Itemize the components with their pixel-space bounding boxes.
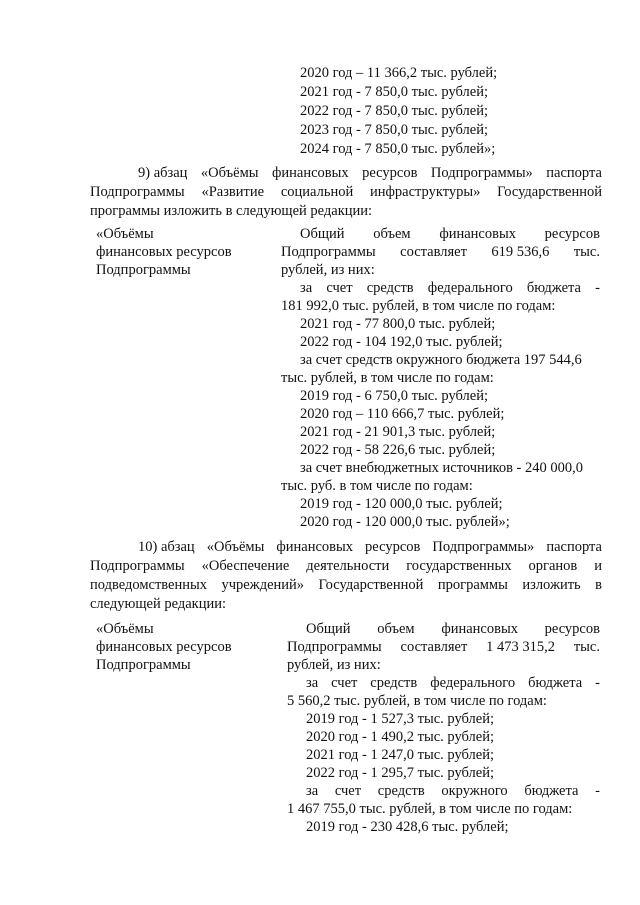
table10-word: Подпрограммы xyxy=(287,639,382,655)
para9-line2 xyxy=(90,183,602,201)
table10-word: бюджета xyxy=(528,675,583,691)
top-list-item: 2024 год - 7 850,0 тыс. рублей»; xyxy=(300,141,496,157)
table9-left-line: Подпрограммы xyxy=(96,262,191,278)
table9-row17: 2020 год - 120 000,0 тыс. рублей»; xyxy=(300,514,510,530)
para10-word: изложить xyxy=(522,577,581,593)
table10-word: средств xyxy=(377,783,425,799)
para9-line1 xyxy=(138,164,602,182)
table9-row5: 181 992,0 тыс. рублей, в том числе по годам: xyxy=(281,298,556,314)
para10-word: «Обеспечение xyxy=(201,558,290,574)
para9-word: Подпрограммы» xyxy=(430,165,533,181)
table10-word: окружного xyxy=(441,783,508,799)
table9-word: финансовых xyxy=(439,226,516,242)
para10-word: государственных xyxy=(406,558,512,574)
table9-left-line: «Объёмы xyxy=(96,226,154,242)
table9-word: счет xyxy=(326,280,353,296)
table10-left-line: «Объёмы xyxy=(96,621,154,637)
top-list-item: 2023 год - 7 850,0 тыс. рублей; xyxy=(300,122,488,138)
table9-row9: тыс. рублей, в том числе по годам: xyxy=(281,370,494,386)
table10-word: федерального xyxy=(430,675,516,691)
para10-word: подведомственных xyxy=(90,577,207,593)
table9-word: за xyxy=(300,280,313,296)
table10-word: за xyxy=(306,675,319,691)
para10-line4: следующей редакции: xyxy=(90,596,227,612)
para10-word: Государственной xyxy=(318,577,424,593)
table9-word: бюджета xyxy=(526,280,581,296)
table10-word: финансовых xyxy=(441,621,518,637)
table10-left-line: Подпрограммы xyxy=(96,657,191,673)
table9-row10: 2019 год - 6 750,0 тыс. рублей; xyxy=(300,388,488,404)
table10-row2 xyxy=(287,638,600,656)
top-list-item: 2021 год - 7 850,0 тыс. рублей; xyxy=(300,84,488,100)
table9-row15: тыс. руб. в том числе по годам: xyxy=(281,478,473,494)
para9-word: ресурсов xyxy=(362,165,418,181)
para10-word: органов xyxy=(528,558,578,574)
table10-row7: 2020 год - 1 490,2 тыс. рублей; xyxy=(306,729,494,745)
top-list-item: 2022 год - 7 850,0 тыс. рублей; xyxy=(300,103,488,119)
para9-line3: программы изложить в следующей редакции: xyxy=(90,203,373,219)
para10-word: финансовых xyxy=(276,539,353,555)
table10-word: 1 473 315,2 xyxy=(486,639,555,655)
table10-word: за xyxy=(306,783,319,799)
para10-word: «Объёмы xyxy=(206,539,265,555)
table10-word: составляет xyxy=(400,639,468,655)
para10-word: ресурсов xyxy=(365,539,421,555)
table10-word: счет xyxy=(331,675,358,691)
para10-word: паспорта xyxy=(546,539,602,555)
para10-word: учреждений» xyxy=(221,577,305,593)
table10-word: ресурсов xyxy=(544,621,600,637)
table9-row12: 2021 год - 21 901,3 тыс. рублей; xyxy=(300,424,496,440)
para10-word: Подпрограммы xyxy=(90,558,185,574)
para9-word: социальной xyxy=(280,184,354,200)
para10-word: 10) абзац xyxy=(138,539,195,555)
table10-row10 xyxy=(306,782,600,800)
para9-word: Подпрограммы xyxy=(90,184,185,200)
table10-word: - xyxy=(595,783,600,799)
table10-row4 xyxy=(306,674,600,692)
table10-row8: 2021 год - 1 247,0 тыс. рублей; xyxy=(306,747,494,763)
table10-word: - xyxy=(595,675,600,691)
para10-word: программы xyxy=(437,577,508,593)
table9-row13: 2022 год - 58 226,6 тыс. рублей; xyxy=(300,442,496,458)
table9-word: федерального xyxy=(427,280,513,296)
para9-word: инфраструктуры» xyxy=(369,184,481,200)
table9-row1 xyxy=(300,225,600,243)
para10-word: деятельности xyxy=(306,558,390,574)
table9-row7: 2022 год - 104 192,0 тыс. рублей; xyxy=(300,334,503,350)
para9-word: «Объёмы xyxy=(200,165,259,181)
table9-row11: 2020 год – 110 666,7 тыс. рублей; xyxy=(300,406,505,422)
table10-word: счет xyxy=(334,783,362,799)
para9-word: «Развитие xyxy=(201,184,265,200)
para10-line1 xyxy=(138,538,602,556)
para10-line3 xyxy=(90,576,602,594)
top-list-item: 2020 год – 11 366,2 тыс. рублей; xyxy=(300,65,498,81)
table10-row1 xyxy=(306,620,600,638)
table9-word: Подпрограммы xyxy=(281,244,376,260)
para9-word: Государственной xyxy=(497,184,602,200)
table10-word: Общий xyxy=(306,621,351,637)
table9-word: средств xyxy=(366,280,414,296)
table9-row4 xyxy=(300,279,600,297)
table10-row3: рублей, из них: xyxy=(287,657,381,673)
para9-word: финансовых xyxy=(271,165,349,181)
table10-word: объем xyxy=(377,621,415,637)
para10-word: и xyxy=(594,558,602,574)
table10-row5: 5 560,2 тыс. рублей, в том числе по годам: xyxy=(287,693,547,709)
table9-word: ресурсов xyxy=(544,226,600,242)
table9-row2 xyxy=(281,243,600,261)
table9-row14: за счет внебюджетных источников - 240 000,0 xyxy=(300,460,584,476)
para10-word: в xyxy=(595,577,602,593)
table10-word: бюджета xyxy=(524,783,579,799)
para10-line2 xyxy=(90,557,602,575)
table9-word: составляет xyxy=(400,244,467,260)
table10-row6: 2019 год - 1 527,3 тыс. рублей; xyxy=(306,711,494,727)
table9-word: тыс. xyxy=(573,244,600,260)
para10-word: Подпрограммы» xyxy=(432,539,535,555)
table9-row3: рублей, из них: xyxy=(281,262,375,278)
table10-word: средств xyxy=(370,675,418,691)
table9-word: 619 536,6 xyxy=(491,244,550,260)
table9-word: Общий xyxy=(300,226,345,242)
table9-row16: 2019 год - 120 000,0 тыс. рублей; xyxy=(300,496,503,512)
table10-left-line: финансовых ресурсов xyxy=(96,639,232,655)
table9-row8: за счет средств окружного бюджета 197 544,6 xyxy=(300,352,582,368)
table10-row12: 2019 год - 230 428,6 тыс. рублей; xyxy=(306,819,509,835)
para9-word: 9) абзац xyxy=(138,165,188,181)
table10-row11: 1 467 755,0 тыс. рублей, в том числе по годам: xyxy=(287,801,573,817)
table9-left-line: финансовых ресурсов xyxy=(96,244,232,260)
table9-row6: 2021 год - 77 800,0 тыс. рублей; xyxy=(300,316,496,332)
para9-word: паспорта xyxy=(546,165,602,181)
table9-word: - xyxy=(595,280,600,296)
table9-word: объем xyxy=(373,226,411,242)
table10-word: тыс. xyxy=(573,639,600,655)
table10-row9: 2022 год - 1 295,7 тыс. рублей; xyxy=(306,765,494,781)
